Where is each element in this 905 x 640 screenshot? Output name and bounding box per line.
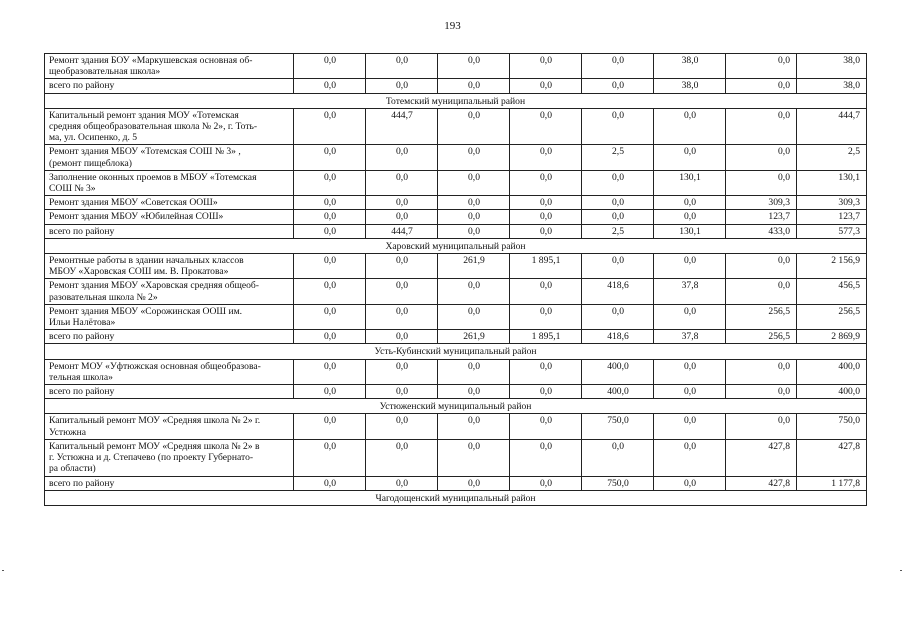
value-cell: 0,0 <box>366 476 438 490</box>
district-total-row <box>45 79 867 93</box>
value-cell: 0,0 <box>654 254 726 279</box>
row-name: Ремонт здания МБОУ «Советская ООШ» <box>45 196 294 210</box>
value-cell: 0,0 <box>654 108 726 145</box>
value-cell: 2 156,9 <box>797 254 867 279</box>
value-cell: 0,0 <box>510 54 582 79</box>
value-cell: 0,0 <box>726 54 797 79</box>
table-row <box>45 108 867 145</box>
row-name: Ремонт здания МБОУ «Харовская средняя общеоб- разовательная школа № 2» <box>45 279 294 304</box>
value-cell: 0,0 <box>294 304 366 329</box>
value-cell: 0,0 <box>510 108 582 145</box>
value-cell: 0,0 <box>366 210 438 224</box>
value-cell: 0,0 <box>510 439 582 476</box>
value-cell: 0,0 <box>726 79 797 93</box>
value-cell: 2 869,9 <box>797 330 867 344</box>
value-cell: 0,0 <box>726 279 797 304</box>
value-cell: 0,0 <box>510 196 582 210</box>
value-cell: 0,0 <box>654 145 726 170</box>
value-cell: 0,0 <box>582 108 654 145</box>
row-name: Ремонт здания МБОУ «Сорожинская ООШ им. Ильи Налётова» <box>45 304 294 329</box>
value-cell: 0,0 <box>726 145 797 170</box>
value-cell: 0,0 <box>654 385 726 399</box>
value-cell: 256,5 <box>726 330 797 344</box>
row-name: всего по району <box>45 224 294 238</box>
section-header-row <box>45 93 867 108</box>
row-name: Ремонт здания МБОУ «Юбилейная СОШ» <box>45 210 294 224</box>
section-title: Усть-Кубинский муниципальный район <box>45 344 867 359</box>
value-cell: 456,5 <box>797 279 867 304</box>
value-cell: 400,0 <box>582 359 654 384</box>
value-cell: 0,0 <box>366 145 438 170</box>
value-cell: 1 895,1 <box>510 330 582 344</box>
section-title: Устюженский муниципальный район <box>45 399 867 414</box>
value-cell: 130,1 <box>654 170 726 195</box>
value-cell: 0,0 <box>438 224 510 238</box>
value-cell: 444,7 <box>366 224 438 238</box>
row-name: Ремонтные работы в здании начальных классов МБОУ «Харовская СОШ им. В. Прокатова» <box>45 254 294 279</box>
section-title: Харовский муниципальный район <box>45 238 867 253</box>
value-cell: 0,0 <box>294 254 366 279</box>
value-cell: 0,0 <box>582 254 654 279</box>
value-cell: 0,0 <box>366 170 438 195</box>
table-row <box>45 54 867 79</box>
value-cell: 427,8 <box>726 439 797 476</box>
section-header-row <box>45 399 867 414</box>
value-cell: 0,0 <box>582 170 654 195</box>
table-body <box>45 54 867 506</box>
value-cell: 0,0 <box>294 145 366 170</box>
value-cell: 0,0 <box>438 145 510 170</box>
value-cell: 2,5 <box>582 145 654 170</box>
table-row <box>45 279 867 304</box>
section-title: Тотемский муниципальный район <box>45 93 867 108</box>
value-cell: 0,0 <box>366 359 438 384</box>
value-cell: 0,0 <box>366 414 438 439</box>
row-name: всего по району <box>45 385 294 399</box>
value-cell: 0,0 <box>366 279 438 304</box>
value-cell: 309,3 <box>726 196 797 210</box>
value-cell: 0,0 <box>438 108 510 145</box>
value-cell: 0,0 <box>654 196 726 210</box>
value-cell: 0,0 <box>726 108 797 145</box>
value-cell: 261,9 <box>438 254 510 279</box>
value-cell: 123,7 <box>797 210 867 224</box>
section-header-row <box>45 490 867 505</box>
row-name: всего по району <box>45 79 294 93</box>
value-cell: 577,3 <box>797 224 867 238</box>
value-cell: 0,0 <box>510 79 582 93</box>
value-cell: 0,0 <box>294 359 366 384</box>
value-cell: 0,0 <box>438 414 510 439</box>
value-cell: 130,1 <box>654 224 726 238</box>
value-cell: 0,0 <box>654 304 726 329</box>
value-cell: 418,6 <box>582 330 654 344</box>
row-name: всего по району <box>45 330 294 344</box>
table-row <box>45 145 867 170</box>
value-cell: 0,0 <box>294 476 366 490</box>
value-cell: 0,0 <box>366 330 438 344</box>
edge-mark-right <box>900 570 902 571</box>
district-total-row <box>45 385 867 399</box>
district-total-row <box>45 476 867 490</box>
value-cell: 2,5 <box>582 224 654 238</box>
value-cell: 0,0 <box>366 79 438 93</box>
value-cell: 0,0 <box>582 54 654 79</box>
value-cell: 37,8 <box>654 330 726 344</box>
row-name: Капитальный ремонт МОУ «Средняя школа № 2» г. Устюжна <box>45 414 294 439</box>
table-row <box>45 170 867 195</box>
section-title: Чагодощенский муниципальный район <box>45 490 867 505</box>
table-row <box>45 196 867 210</box>
table-row <box>45 210 867 224</box>
value-cell: 256,5 <box>797 304 867 329</box>
value-cell: 0,0 <box>510 304 582 329</box>
row-name: Ремонт здания БОУ «Маркушевская основная об- щеобразовательная школа» <box>45 54 294 79</box>
value-cell: 2,5 <box>797 145 867 170</box>
value-cell: 0,0 <box>366 54 438 79</box>
value-cell: 0,0 <box>654 414 726 439</box>
table-row <box>45 359 867 384</box>
value-cell: 0,0 <box>510 476 582 490</box>
value-cell: 0,0 <box>438 476 510 490</box>
value-cell: 0,0 <box>582 304 654 329</box>
value-cell: 0,0 <box>438 359 510 384</box>
value-cell: 0,0 <box>654 476 726 490</box>
row-name: Ремонт здания МБОУ «Тотемская СОШ № 3» , (ремонт пищеблока) <box>45 145 294 170</box>
value-cell: 418,6 <box>582 279 654 304</box>
value-cell: 0,0 <box>438 79 510 93</box>
value-cell: 130,1 <box>797 170 867 195</box>
value-cell: 38,0 <box>654 54 726 79</box>
value-cell: 427,8 <box>726 476 797 490</box>
value-cell: 0,0 <box>294 414 366 439</box>
value-cell: 0,0 <box>294 224 366 238</box>
value-cell: 0,0 <box>294 210 366 224</box>
table-row <box>45 254 867 279</box>
value-cell: 0,0 <box>582 196 654 210</box>
row-name: Капитальный ремонт здания МОУ «Тотемская средняя общеобразовательная школа № 2», г. Тоть- ма, ул. Осипенко, д. 5 <box>45 108 294 145</box>
value-cell: 400,0 <box>797 359 867 384</box>
value-cell: 256,5 <box>726 304 797 329</box>
row-name: всего по району <box>45 476 294 490</box>
value-cell: 0,0 <box>726 385 797 399</box>
value-cell: 0,0 <box>294 108 366 145</box>
value-cell: 0,0 <box>294 385 366 399</box>
value-cell: 750,0 <box>797 414 867 439</box>
value-cell: 0,0 <box>726 254 797 279</box>
value-cell: 0,0 <box>582 439 654 476</box>
value-cell: 0,0 <box>510 414 582 439</box>
value-cell: 750,0 <box>582 414 654 439</box>
value-cell: 0,0 <box>726 170 797 195</box>
value-cell: 0,0 <box>366 196 438 210</box>
value-cell: 0,0 <box>510 359 582 384</box>
row-name: Ремонт МОУ «Уфтюжская основная общеобразова- тельная школа» <box>45 359 294 384</box>
value-cell: 0,0 <box>294 439 366 476</box>
value-cell: 0,0 <box>294 170 366 195</box>
value-cell: 0,0 <box>294 79 366 93</box>
value-cell: 0,0 <box>510 279 582 304</box>
value-cell: 0,0 <box>438 54 510 79</box>
value-cell: 309,3 <box>797 196 867 210</box>
value-cell: 38,0 <box>797 54 867 79</box>
value-cell: 0,0 <box>438 170 510 195</box>
value-cell: 0,0 <box>294 279 366 304</box>
value-cell: 0,0 <box>582 210 654 224</box>
value-cell: 0,0 <box>510 210 582 224</box>
value-cell: 0,0 <box>438 385 510 399</box>
value-cell: 1 895,1 <box>510 254 582 279</box>
value-cell: 0,0 <box>654 439 726 476</box>
value-cell: 0,0 <box>294 330 366 344</box>
value-cell: 0,0 <box>510 224 582 238</box>
value-cell: 400,0 <box>797 385 867 399</box>
table-row <box>45 439 867 476</box>
page-number: 193 <box>444 20 461 32</box>
value-cell: 0,0 <box>438 279 510 304</box>
value-cell: 433,0 <box>726 224 797 238</box>
value-cell: 38,0 <box>654 79 726 93</box>
value-cell: 123,7 <box>726 210 797 224</box>
value-cell: 0,0 <box>438 210 510 224</box>
value-cell: 0,0 <box>438 439 510 476</box>
value-cell: 0,0 <box>510 385 582 399</box>
value-cell: 0,0 <box>510 170 582 195</box>
value-cell: 0,0 <box>510 145 582 170</box>
value-cell: 444,7 <box>366 108 438 145</box>
district-total-row <box>45 224 867 238</box>
value-cell: 0,0 <box>654 210 726 224</box>
value-cell: 0,0 <box>294 196 366 210</box>
table-row <box>45 414 867 439</box>
value-cell: 0,0 <box>438 304 510 329</box>
value-cell: 37,8 <box>654 279 726 304</box>
value-cell: 38,0 <box>797 79 867 93</box>
value-cell: 0,0 <box>726 359 797 384</box>
edge-mark-left <box>2 570 4 571</box>
section-header-row <box>45 344 867 359</box>
value-cell: 0,0 <box>366 304 438 329</box>
value-cell: 261,9 <box>438 330 510 344</box>
value-cell: 0,0 <box>366 385 438 399</box>
value-cell: 427,8 <box>797 439 867 476</box>
value-cell: 0,0 <box>582 79 654 93</box>
budget-table <box>44 53 867 506</box>
row-name: Заполнение оконных проемов в МБОУ «Тотемская СОШ № 3» <box>45 170 294 195</box>
value-cell: 0,0 <box>654 359 726 384</box>
value-cell: 400,0 <box>582 385 654 399</box>
section-header-row <box>45 238 867 253</box>
value-cell: 0,0 <box>438 196 510 210</box>
value-cell: 0,0 <box>294 54 366 79</box>
value-cell: 444,7 <box>797 108 867 145</box>
district-total-row <box>45 330 867 344</box>
value-cell: 0,0 <box>726 414 797 439</box>
value-cell: 0,0 <box>366 439 438 476</box>
value-cell: 0,0 <box>366 254 438 279</box>
value-cell: 750,0 <box>582 476 654 490</box>
row-name: Капитальный ремонт МОУ «Средняя школа № 2» в г. Устюжна и д. Степачево (по проекту Губернато- ра области) <box>45 439 294 476</box>
value-cell: 1 177,8 <box>797 476 867 490</box>
table-row <box>45 304 867 329</box>
